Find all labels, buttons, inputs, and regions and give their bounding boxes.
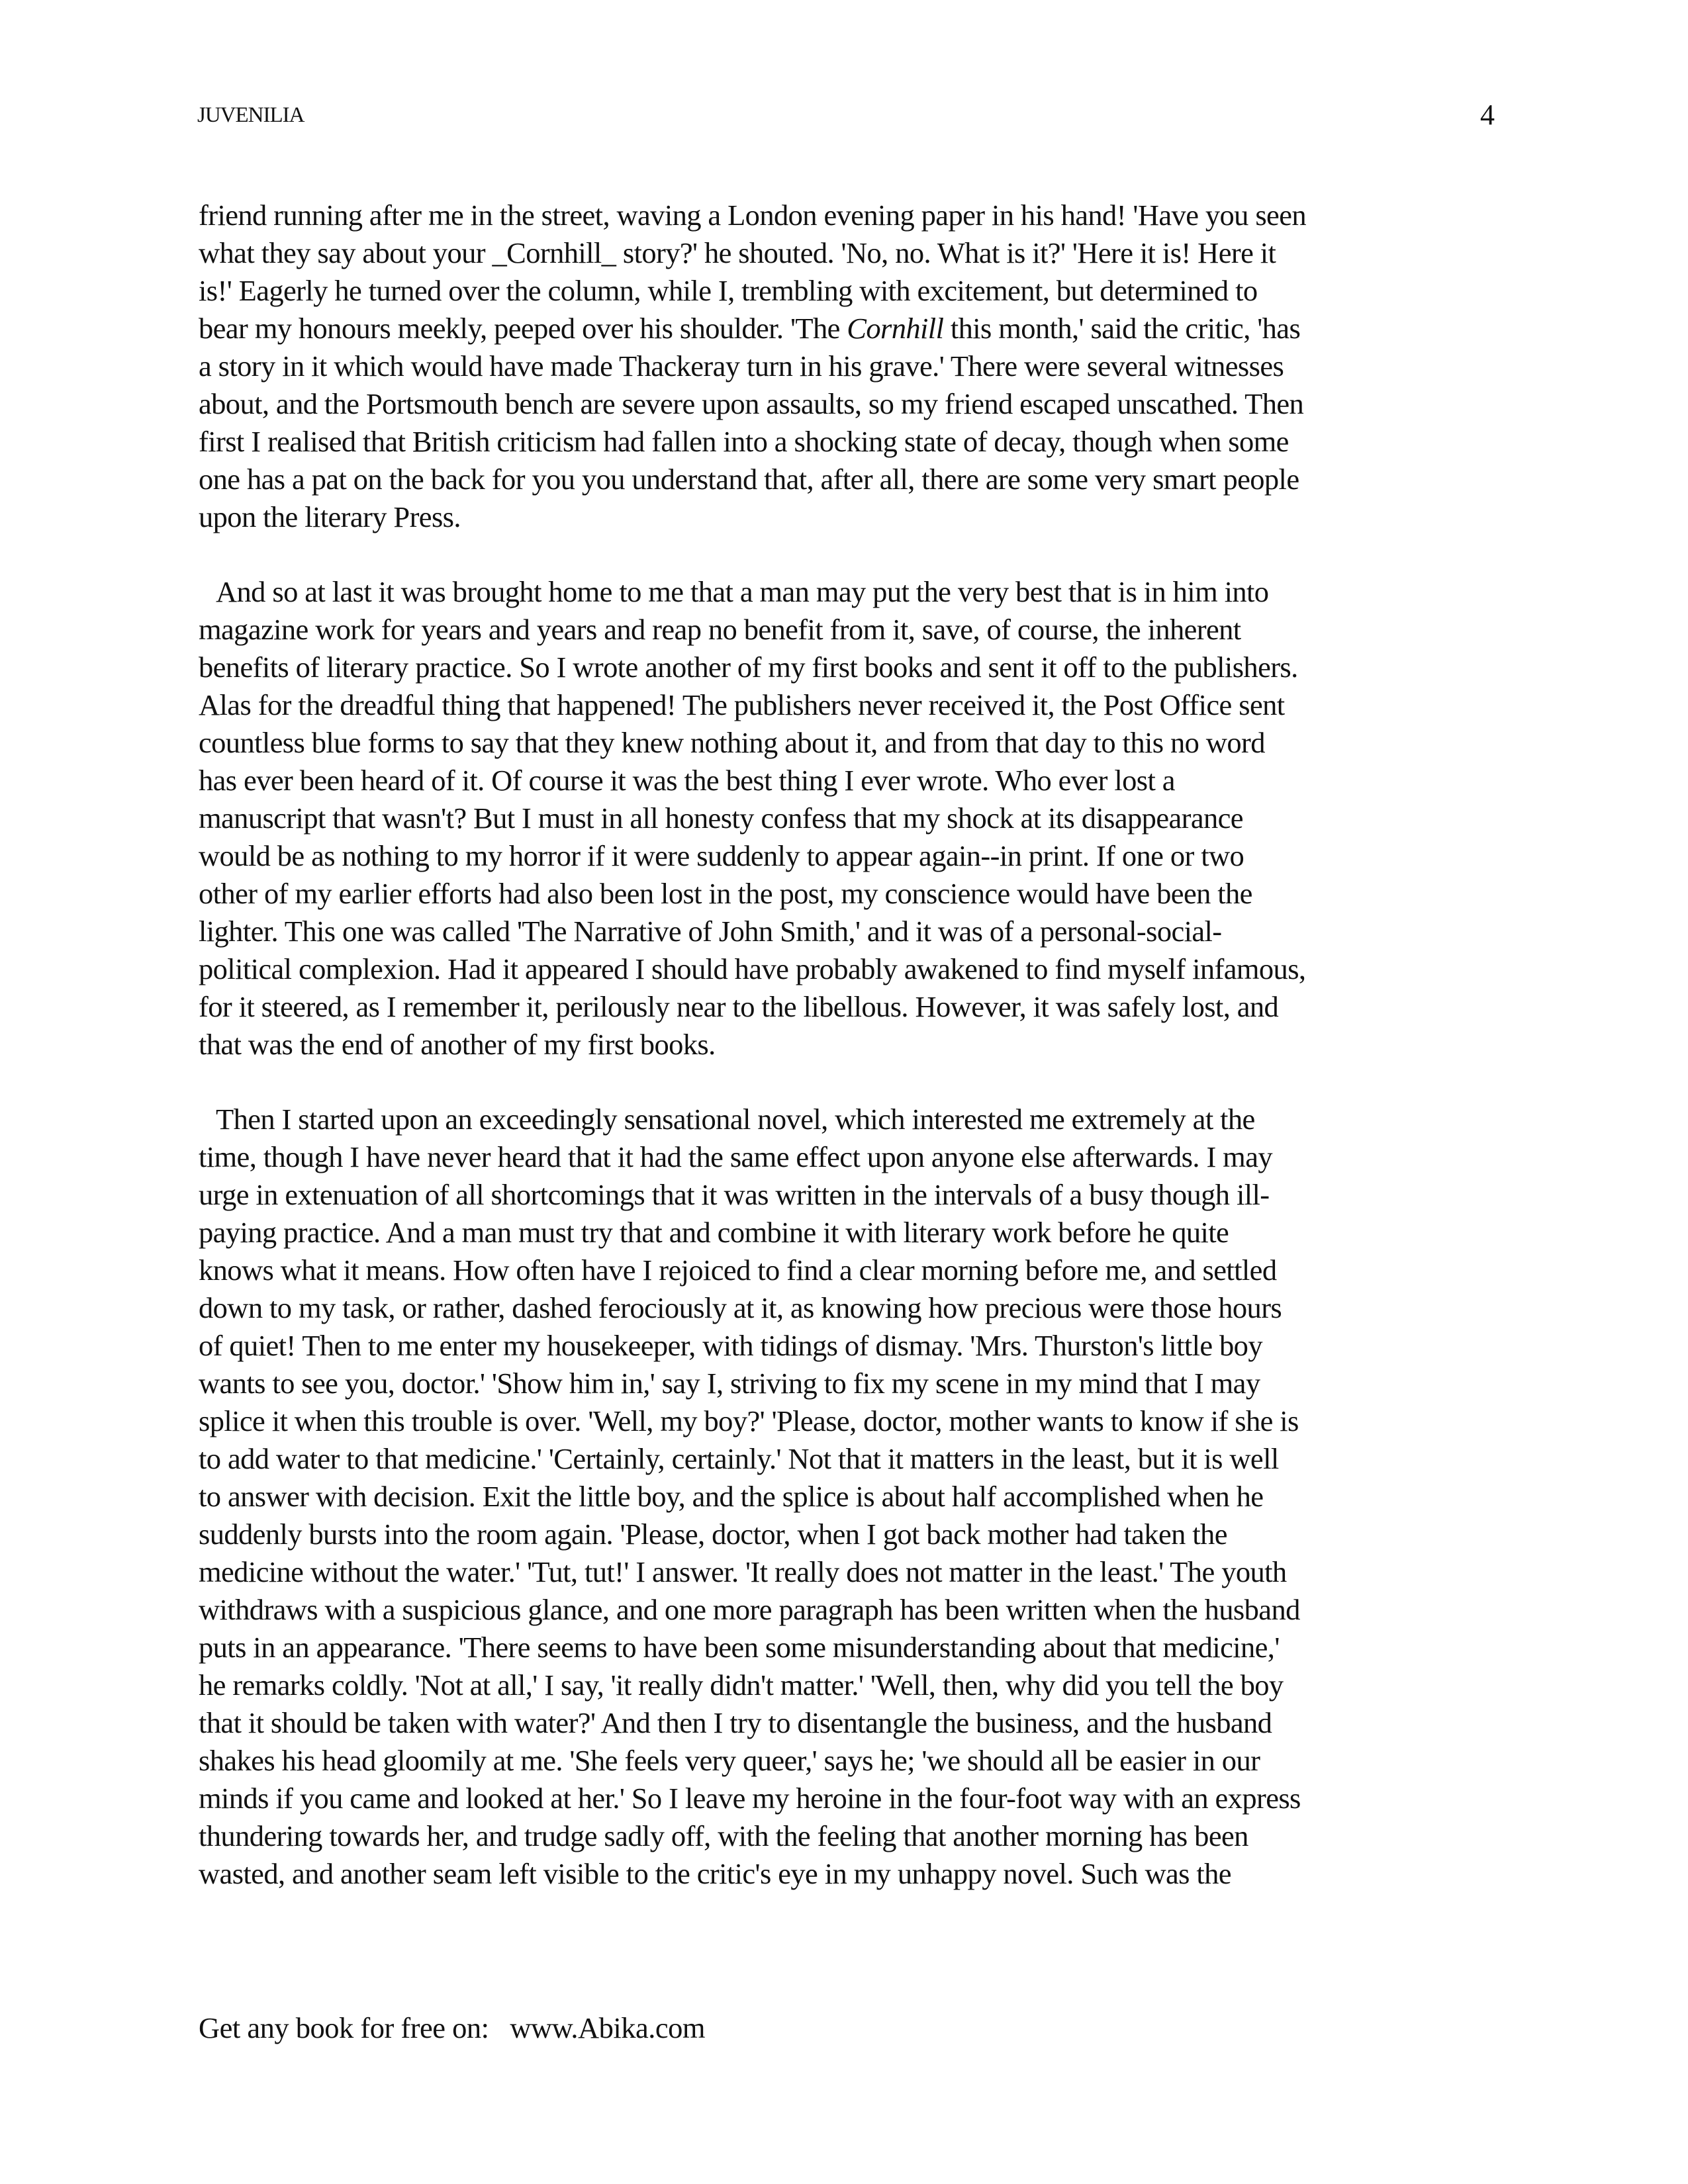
text-line [199, 272, 1443, 310]
text-run: that it should be taken with water?' And then I try to disentangle the business, and the husband [199, 1706, 1272, 1739]
text-line [199, 461, 1443, 498]
text-line [199, 385, 1443, 423]
text-line [199, 799, 1443, 837]
text-run: has ever been heard of it. Of course it was the best thing I ever wrote. Who ever lost a [199, 764, 1175, 797]
text-run: shakes his head gloomily at me. 'She feels very queer,' says he; 'we should all be easier in our [199, 1744, 1260, 1777]
text-run: And so at last it was brought home to me that a man may put the very best that is in him into [216, 575, 1269, 608]
text-run: first I realised that British criticism had fallen into a shocking state of decay, though when some [199, 425, 1289, 458]
footer-promo-text: Get any book for free on: www.Abika.com [199, 2011, 706, 2044]
running-header-title: JUVENILIA [197, 103, 305, 127]
text-line [199, 1629, 1443, 1666]
text-line [199, 310, 1443, 347]
text-run: this month,' said the critic, 'has [943, 312, 1301, 345]
text-run: upon the literary Press. [199, 500, 461, 533]
text-line [199, 1251, 1443, 1289]
text-line [199, 1365, 1443, 1402]
text-line [199, 234, 1443, 272]
text-run: would be as nothing to my horror if it were suddenly to appear again--in print. If one or two [199, 839, 1244, 872]
text-run: magazine work for years and years and reap no benefit from it, save, of course, the inherent [199, 613, 1241, 646]
text-run: time, though I have never heard that it had the same effect upon anyone else afterwards. I may [199, 1140, 1272, 1173]
text-line [199, 1176, 1443, 1214]
text-run: friend running after me in the street, waving a London evening paper in his hand! 'Have you seen [199, 199, 1307, 232]
text-line [199, 1138, 1443, 1176]
text-run: he remarks coldly. 'Not at all,' I say, 'it really didn't matter.' 'Well, then, why did you tell the boy [199, 1668, 1284, 1702]
text-run: minds if you came and looked at her.' So I leave my heroine in the four-foot way with an express [199, 1782, 1301, 1815]
text-line [199, 913, 1443, 950]
text-line [199, 1780, 1443, 1817]
text-run: urge in extenuation of all shortcomings that it was written in the intervals of a busy though ill- [199, 1178, 1270, 1211]
text-run: countless blue forms to say that they knew nothing about it, and from that day to this no word [199, 726, 1265, 759]
text-run: knows what it means. How often have I rejoiced to find a clear morning before me, and settled [199, 1253, 1277, 1287]
text-run: is!' Eagerly he turned over the column, while I, trembling with excitement, but determined to [199, 274, 1258, 307]
text-line [199, 762, 1443, 799]
text-run: for it steered, as I remember it, perilously near to the libellous. However, it was safely lost, and [199, 990, 1279, 1023]
text-line [199, 1855, 1443, 1893]
text-run: Alas for the dreadful thing that happened! The publishers never received it, the Post Office sent [199, 688, 1285, 721]
text-line [199, 1742, 1443, 1780]
page-number: 4 [1480, 99, 1495, 131]
text-run: of quiet! Then to me enter my housekeeper, with tidings of dismay. 'Mrs. Thurston's little boy [199, 1329, 1262, 1362]
paragraph [199, 1101, 1443, 1893]
text-line [199, 1289, 1443, 1327]
text-line [199, 1026, 1443, 1064]
text-line [199, 1402, 1443, 1440]
text-run: to answer with decision. Exit the little boy, and the splice is about half accomplished when he [199, 1480, 1264, 1513]
italic-title: Cornhill [847, 312, 944, 345]
text-line [199, 498, 1443, 536]
text-line [199, 423, 1443, 461]
text-line [199, 1516, 1443, 1553]
text-run: wasted, and another seam left visible to the critic's eye in my unhappy novel. Such was the [199, 1857, 1231, 1890]
text-line [199, 197, 1443, 234]
text-run: bear my honours meekly, peeped over his shoulder. 'The [199, 312, 847, 345]
text-run: a story in it which would have made Thackeray turn in his grave.' There were several witnesses [199, 349, 1284, 383]
text-run: medicine without the water.' 'Tut, tut!' I answer. 'It really does not matter in the least.' The youth [199, 1555, 1287, 1588]
text-run: Then I started upon an exceedingly sensational novel, which interested me extremely at the [216, 1103, 1255, 1136]
text-line [199, 988, 1443, 1026]
text-line [199, 1440, 1443, 1478]
text-line [199, 1101, 1443, 1138]
text-line [199, 1666, 1443, 1704]
text-run: to add water to that medicine.' 'Certainly, certainly.' Not that it matters in the least, but it is well [199, 1442, 1279, 1475]
paragraph [199, 573, 1443, 1064]
text-line [199, 1817, 1443, 1855]
text-line [199, 611, 1443, 649]
text-run: lighter. This one was called 'The Narrative of John Smith,' and it was of a personal-social- [199, 915, 1222, 948]
text-run: other of my earlier efforts had also been lost in the post, my conscience would have been the [199, 877, 1252, 910]
text-line [199, 1553, 1443, 1591]
text-line [199, 875, 1443, 913]
text-run: benefits of literary practice. So I wrote another of my first books and sent it off to the publishers. [199, 651, 1298, 684]
text-run: political complexion. Had it appeared I should have probably awakened to find myself infamous, [199, 952, 1306, 985]
text-run: down to my task, or rather, dashed ferociously at it, as knowing how precious were those hours [199, 1291, 1282, 1324]
text-run: about, and the Portsmouth bench are severe upon assaults, so my friend escaped unscathed. Then [199, 387, 1304, 420]
text-line [199, 724, 1443, 762]
text-line [199, 347, 1443, 385]
text-line [199, 950, 1443, 988]
page-header [197, 99, 1495, 139]
text-line [199, 573, 1443, 611]
text-run: paying practice. And a man must try that and combine it with literary work before he quite [199, 1216, 1229, 1249]
text-run: what they say about your _Cornhill_ story?' he shouted. 'No, no. What is it?' 'Here it is! Here it [199, 236, 1276, 269]
text-run: puts in an appearance. 'There seems to have been some misunderstanding about that medicine,' [199, 1631, 1280, 1664]
text-line [199, 1704, 1443, 1742]
text-run: thundering towards her, and trudge sadly off, with the feeling that another morning has been [199, 1819, 1248, 1852]
text-run: wants to see you, doctor.' 'Show him in,' say I, striving to fix my scene in my mind that I may [199, 1367, 1260, 1400]
text-run: withdraws with a suspicious glance, and one more paragraph has been written when the husband [199, 1593, 1300, 1626]
text-run: suddenly bursts into the room again. 'Please, doctor, when I got back mother had taken the [199, 1518, 1227, 1551]
text-line [199, 837, 1443, 875]
text-line [199, 686, 1443, 724]
text-line [199, 1478, 1443, 1516]
text-run: manuscript that wasn't? But I must in all honesty confess that my shock at its disappearance [199, 801, 1243, 835]
text-line [199, 1591, 1443, 1629]
text-line [199, 1214, 1443, 1251]
body-text [199, 197, 1443, 1930]
text-run: one has a pat on the back for you you understand that, after all, there are some very smart people [199, 463, 1299, 496]
text-run: that was the end of another of my first books. [199, 1028, 716, 1061]
text-line [199, 1327, 1443, 1365]
paragraph [199, 197, 1443, 536]
text-line [199, 649, 1443, 686]
text-run: splice it when this trouble is over. 'Well, my boy?' 'Please, doctor, mother wants to know if she is [199, 1404, 1299, 1437]
